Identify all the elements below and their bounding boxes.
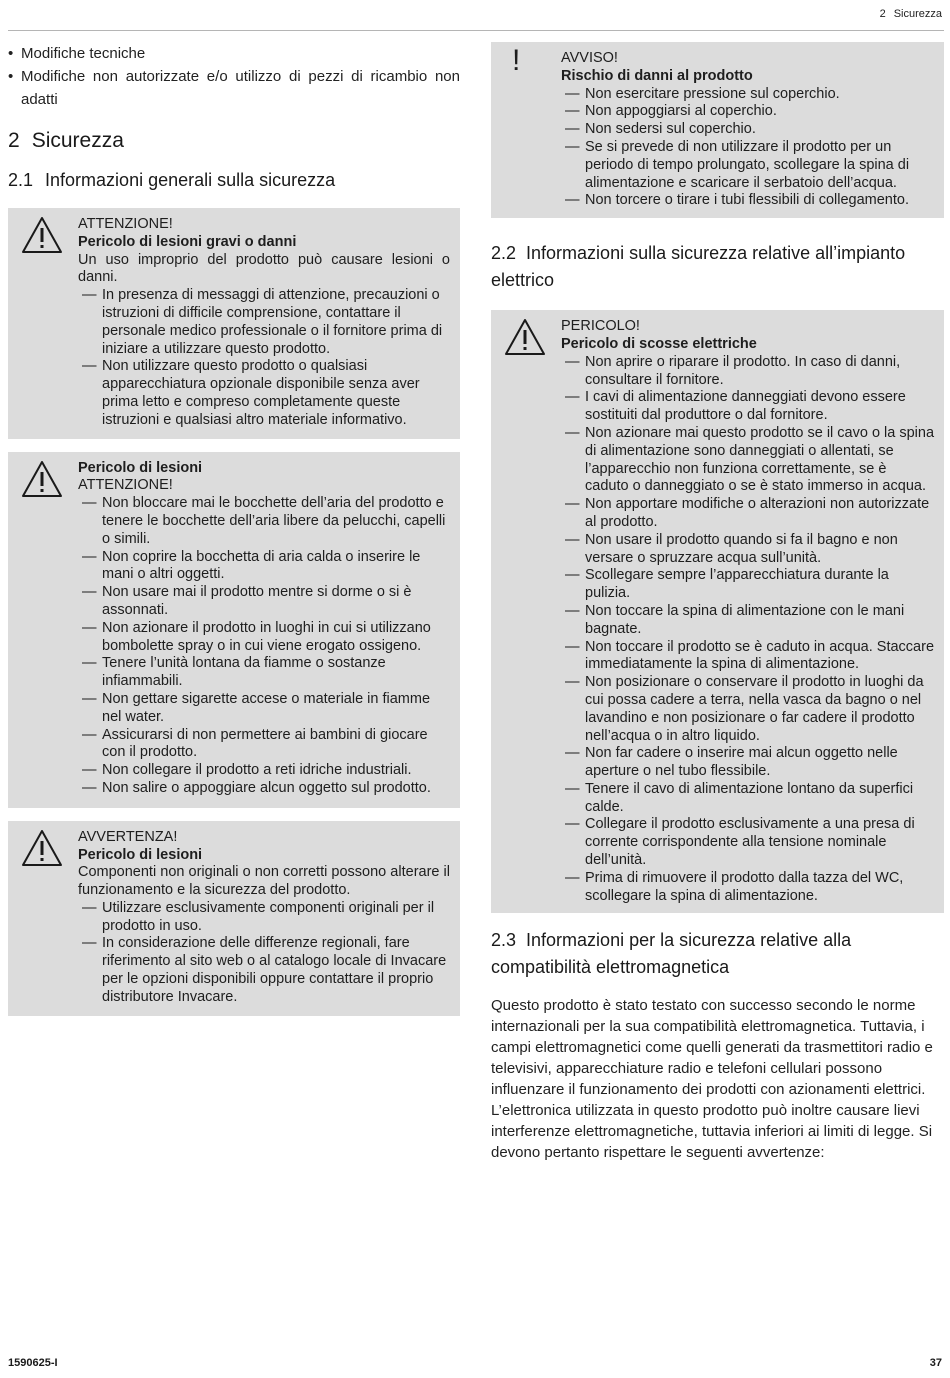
notice-signal-word: ATTENZIONE! xyxy=(78,216,173,232)
list-item: — Non posizionare o conservare il prodotto in luoghi da cui possa cadere a terra, nella vasca da bagno o nel lavandino e non posizionare o far cadere il prodotto nell’acqua o in altro liquido. xyxy=(561,674,934,745)
list-item: — In considerazione delle differenze regionali, fare riferimento al sito web o al catalogo locale di Invacare per le opzioni disponibili oppure contattare il proprio distributore Invacare. xyxy=(78,935,450,1006)
list-item: — Non collegare il prodotto a reti idriche industriali. xyxy=(78,762,450,780)
subsection-number: 2.2 xyxy=(491,243,517,264)
list-item: — Non far cadere o inserire mai alcun oggetto nelle aperture o nel tubo flessibile. xyxy=(561,745,934,781)
list-item: — Non coprire la bocchetta di aria calda o inserire le mani o altri oggetti. xyxy=(78,549,450,585)
list-item: — Se si prevede di non utilizzare il prodotto per un periodo di tempo prolungato, scollegare la spina di alimentazione e scaricare il serbatoio dell’acqua. xyxy=(561,139,934,192)
footer-page-number: 37 xyxy=(929,1357,942,1369)
list-item: — Non gettare sigarette accese o materiale in fiamme nel water. xyxy=(78,691,450,727)
notice-signal-word: AVVISO! xyxy=(561,50,618,66)
list-item: — Tenere l’unità lontana da fiamme o sostanze infiammabili. xyxy=(78,655,450,691)
running-header xyxy=(880,8,942,20)
notice-list xyxy=(561,86,934,211)
list-item: — I cavi di alimentazione danneggiati devono essere sostituiti dal produttore o dal fornitore. xyxy=(561,389,934,425)
warning-triangle-icon xyxy=(21,829,63,867)
list-item: — Non salire o appoggiare alcun oggetto sul prodotto. xyxy=(78,780,450,798)
subsection-number: 2.3 xyxy=(491,930,517,951)
list-item: — Non aprire o riparare il prodotto. In caso di danni, consultare il fornitore. xyxy=(561,354,934,390)
list-item: — Non utilizzare questo prodotto o qualsiasi apparecchiatura opzionale disponibile senza aver prima letto e compreso completamente queste istruzioni e qualsiasi altro materiale informativo. xyxy=(78,358,450,429)
list-item: — Non azionare il prodotto in luoghi in cui si utilizzano bombolette spray o in cui viene erogato ossigeno. xyxy=(78,620,450,656)
list-item: — Non usare mai il prodotto mentre si dorme o si è assonnati. xyxy=(78,584,450,620)
list-item: — Non azionare mai questo prodotto se il cavo o la spina di alimentazione sono danneggiati o allentati, se l’apparecchio non funziona correttamente, se è caduto o danneggiato o se è stato immerso in acqua. xyxy=(561,425,934,496)
notice-title: Pericolo di lesioni xyxy=(78,459,203,476)
notice-title: Pericolo di lesioni xyxy=(78,846,203,863)
list-item: — Non toccare la spina di alimentazione con le mani bagnate. xyxy=(561,603,934,639)
list-item: — Collegare il prodotto esclusivamente a una presa di corrente corrispondente alla tensione nominale dell’unità. xyxy=(561,816,934,869)
caution-notice xyxy=(8,452,460,808)
bullet-list xyxy=(8,42,460,111)
list-item: — Non torcere o tirare i tubi flessibili di collegamento. xyxy=(561,192,934,210)
list-item: — Prima di rimuovere il prodotto dalla tazza del WC, scollegare la spina di alimentazione. xyxy=(561,870,934,906)
header-rule xyxy=(8,30,944,31)
section-heading xyxy=(8,127,460,155)
list-item: — Assicurarsi di non permettere ai bambini di giocare con il prodotto. xyxy=(78,727,450,763)
header-section-name: Sicurezza xyxy=(893,8,942,20)
notice-title: Pericolo di scosse elettriche xyxy=(561,335,757,352)
list-item: — Utilizzare esclusivamente componenti originali per il prodotto in uso. xyxy=(78,900,450,936)
subsection-title: Informazioni generali sulla sicurezza xyxy=(45,170,336,190)
list-item: — Non usare il prodotto quando si fa il bagno e non versare o spruzzare acqua sull’unità. xyxy=(561,532,934,568)
bullet-item: • Modifiche non autorizzate e/o utilizzo di pezzi di ricambio non adatti xyxy=(8,65,460,111)
notice-list xyxy=(561,354,934,906)
footer-doc-code: 1590625-I xyxy=(8,1357,58,1369)
warning-notice xyxy=(8,821,460,1016)
notice-signal-word: ATTENZIONE! xyxy=(78,477,173,494)
notice-list xyxy=(78,495,450,798)
notice-intro: Componenti non originali o non corretti possono alterare il funzionamento e la sicurezza del prodotto. xyxy=(78,864,450,899)
left-column xyxy=(8,42,460,1029)
right-column xyxy=(491,42,944,1163)
subsection-heading xyxy=(491,927,944,981)
notice-title: Pericolo di lesioni gravi o danni xyxy=(78,233,297,250)
list-item: — In presenza di messaggi di attenzione, precauzioni o istruzioni di difficile comprensione, contattare il personale medico professionale o il fornitore prima di iniziare a utilizzare questo prodotto. xyxy=(78,287,450,358)
list-item: — Non apportare modifiche o alterazioni non autorizzate al prodotto. xyxy=(561,496,934,532)
header-section-number: 2 xyxy=(879,8,886,20)
list-item: — Non appoggiarsi al coperchio. xyxy=(561,103,934,121)
list-item: — Non sedersi sul coperchio. xyxy=(561,121,934,139)
section-number: 2 xyxy=(8,129,20,152)
section-title: Sicurezza xyxy=(31,129,124,152)
exclamation-icon: ! xyxy=(512,44,521,77)
subsection-heading xyxy=(8,167,460,194)
notice-signal-word: PERICOLO! xyxy=(561,318,640,335)
bullet-item: • Modifiche tecniche xyxy=(8,42,460,65)
danger-notice xyxy=(491,310,944,913)
list-item: — Non esercitare pressione sul coperchio. xyxy=(561,86,934,104)
list-item: — Non bloccare mai le bocchette dell’aria del prodotto e tenere le bocchette dell’aria libere da pelucchi, capelli o simili. xyxy=(78,495,450,548)
warning-triangle-icon xyxy=(21,460,63,498)
notice-box xyxy=(491,42,944,218)
notice-intro: Un uso improprio del prodotto può causare lesioni o danni. xyxy=(78,251,450,286)
subsection-number: 2.1 xyxy=(8,170,34,190)
list-item: — Scollegare sempre l’apparecchiatura durante la pulizia. xyxy=(561,567,934,603)
notice-list xyxy=(78,287,450,429)
list-item: — Non toccare il prodotto se è caduto in acqua. Staccare immediatamente la spina di alimentazione. xyxy=(561,639,934,675)
subsection-title: Informazioni sulla sicurezza relative all’impianto elettrico xyxy=(491,243,906,291)
body-paragraph: Questo prodotto è stato testato con successo secondo le norme internazionali per la sua compatibilità elettromagnetica. Tuttavia, i campi elettromagnetici come quelli generati da trasmettitori radio e televisivi, apparecchiature radio e telefoni cellulari possono influenzare il funzionamento dei prodotti con azionamenti elettrici. L’elettronica utilizzata in questo prodotto può inoltre causare lievi interferenze elettromagnetiche, tuttavia inferiori ai limiti di legge. Si devono pertanto rispettare le seguenti avvertenze: xyxy=(491,997,933,1162)
warning-triangle-icon xyxy=(504,318,546,356)
notice-title: Rischio di danni al prodotto xyxy=(561,67,753,84)
warning-notice xyxy=(8,208,460,439)
notice-list xyxy=(78,900,450,1007)
subsection-title: Informazioni per la sicurezza relative alla compatibilità elettromagnetica xyxy=(491,930,852,978)
list-item: — Tenere il cavo di alimentazione lontano da superfici calde. xyxy=(561,781,934,817)
warning-triangle-icon xyxy=(21,216,63,254)
subsection-heading xyxy=(491,240,944,294)
notice-signal-word: AVVERTENZA! xyxy=(78,828,178,845)
